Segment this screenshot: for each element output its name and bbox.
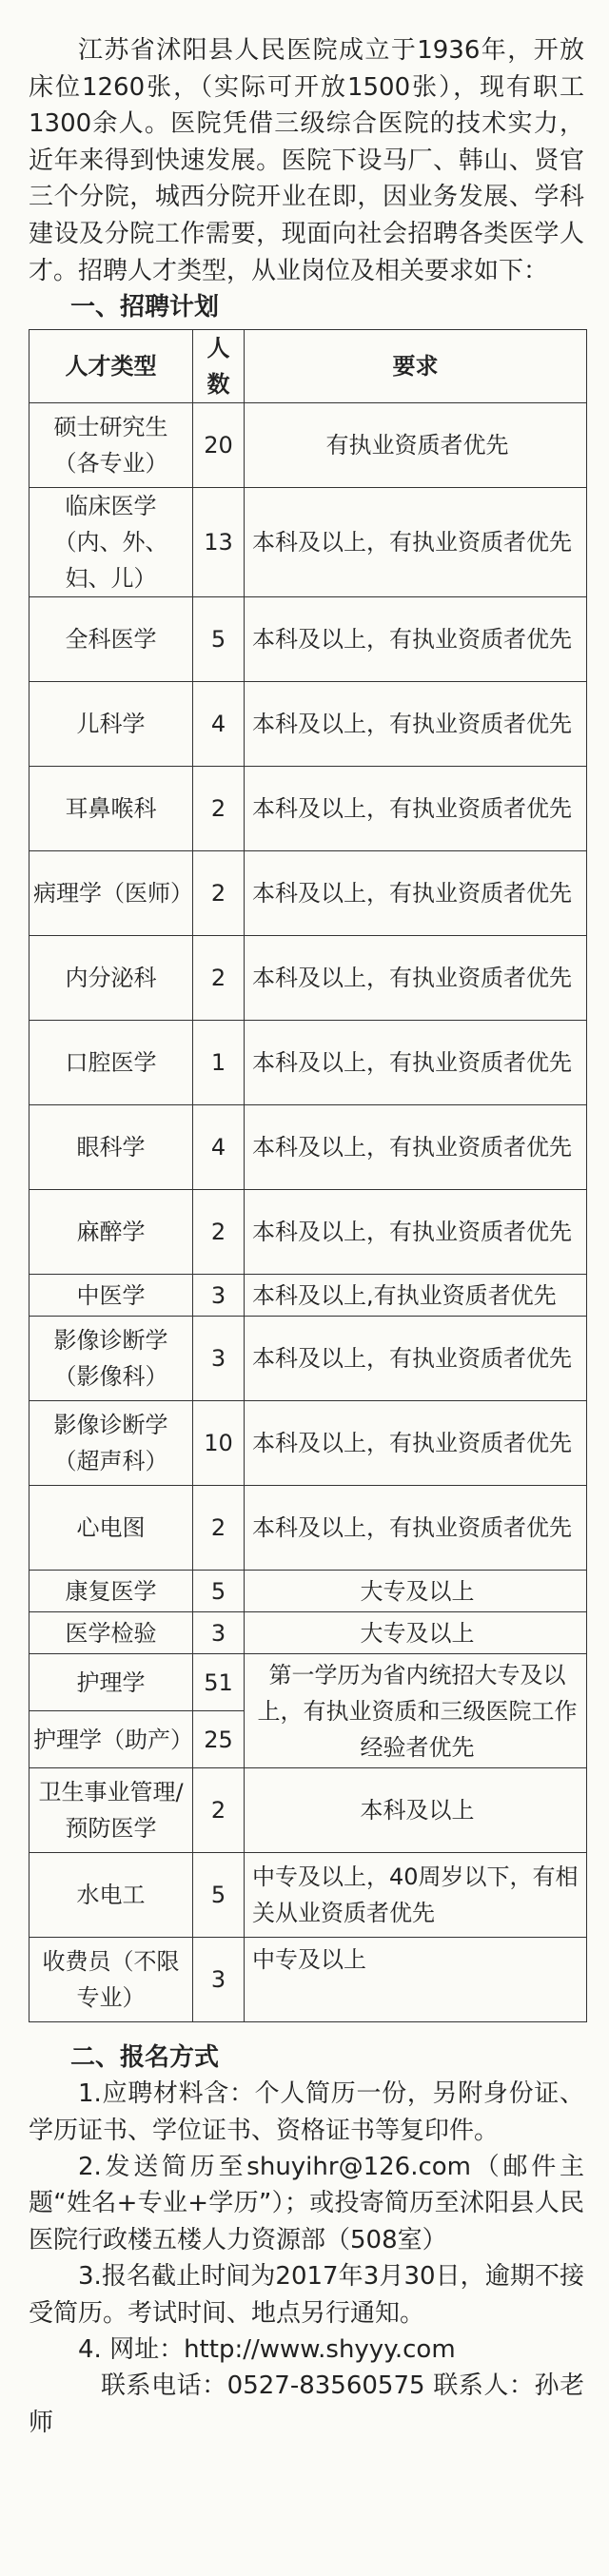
cell-talent-type: 临床医学（内、外、妇、儿）: [29, 488, 193, 597]
cell-talent-type: 病理学（医师）: [29, 851, 193, 936]
cell-requirements: 本科及以上，有执业资质者优先: [245, 1486, 587, 1571]
cell-talent-type: 眼科学: [29, 1105, 193, 1190]
cell-requirements: 本科及以上，有执业资质者优先: [245, 1401, 587, 1486]
cell-count: 2: [193, 1768, 245, 1853]
table-row: [29, 1768, 587, 1853]
cell-talent-type: 卫生事业管理/预防医学: [29, 1768, 193, 1853]
cell-talent-type: 儿科学: [29, 682, 193, 767]
table-row: [29, 1612, 587, 1654]
header-count: 人数: [193, 330, 245, 403]
signup-item-website[interactable]: 4. 网址：http://www.shyyy.com: [78, 2335, 456, 2364]
cell-requirements: 本科及以上，有执业资质者优先: [245, 488, 587, 597]
cell-talent-type: 护理学: [29, 1654, 193, 1711]
table-row: [29, 767, 587, 851]
table-row: [29, 851, 587, 936]
table-row: [29, 1571, 587, 1612]
cell-talent-type: 护理学（助产）: [29, 1711, 193, 1768]
intro-paragraph: 江苏省沭阳县人民医院成立于1936年，开放床位1260张，（实际可开放1500张），现有职工1300余人。医院凭借三级综合医院的技术实力，近年来得到快速发展。医院下设马厂、韩山、贤官三个分院，城西分院开业在即，因业务发展、学科建设及分院工作需要，现面向社会招聘各类医学人才。招聘人才类型，从业岗位及相关要求如下：: [29, 36, 584, 285]
table-row: [29, 488, 587, 597]
table-row: [29, 1275, 587, 1317]
cell-talent-type: 影像诊断学（影像科）: [29, 1317, 193, 1401]
table-row: [29, 682, 587, 767]
cell-talent-type: 心电图: [29, 1486, 193, 1571]
signup-section-title: 二、报名方式: [70, 2043, 220, 2073]
cell-talent-type: 全科医学: [29, 597, 193, 682]
cell-count: 2: [193, 1486, 245, 1571]
cell-talent-type: 麻醉学: [29, 1190, 193, 1275]
table-row: [29, 1105, 587, 1190]
cell-talent-type: 中医学: [29, 1275, 193, 1317]
table-row: [29, 1021, 587, 1105]
cell-requirements: 本科及以上,有执业资质者优先: [245, 1275, 587, 1317]
cell-requirements: 本科及以上，有执业资质者优先: [245, 936, 587, 1021]
cell-count: 4: [193, 1105, 245, 1190]
cell-count: 5: [193, 1571, 245, 1612]
cell-count: 2: [193, 767, 245, 851]
cell-requirements: 中专及以上，40周岁以下，有相关从业资质者优先: [245, 1853, 587, 1938]
cell-requirements: 本科及以上，有执业资质者优先: [245, 1190, 587, 1275]
signup-item-materials: 1.应聘材料含：个人简历一份，另附身份证、学历证书、学位证书、资格证书等复印件。: [29, 2079, 584, 2145]
table-row: [29, 1654, 587, 1711]
cell-count: 2: [193, 851, 245, 936]
cell-talent-type: 医学检验: [29, 1612, 193, 1654]
table-row: [29, 1938, 587, 2022]
table-row: [29, 1190, 587, 1275]
cell-requirements: 本科及以上，有执业资质者优先: [245, 1021, 587, 1105]
signup-section: [29, 2039, 584, 2441]
cell-count: 51: [193, 1654, 245, 1711]
table-row: [29, 597, 587, 682]
cell-requirements: 本科及以上，有执业资质者优先: [245, 851, 587, 936]
cell-count: 20: [193, 403, 245, 488]
cell-count: 3: [193, 1317, 245, 1401]
signup-item-submit: 2.发送简历至shuyihr@126.com（邮件主题“姓名+专业+学历”）；或投寄简历至沭阳县人民医院行政楼五楼人力资源部（508室）: [29, 2152, 584, 2254]
cell-requirements: 本科及以上: [245, 1768, 587, 1853]
cell-talent-type: 硕士研究生（各专业）: [29, 403, 193, 488]
table-row: [29, 1486, 587, 1571]
cell-requirements: 本科及以上，有执业资质者优先: [245, 597, 587, 682]
cell-count: 2: [193, 936, 245, 1021]
table-header-row: [29, 330, 587, 403]
cell-count: 13: [193, 488, 245, 597]
cell-talent-type: 影像诊断学（超声科）: [29, 1401, 193, 1486]
cell-talent-type: 口腔医学: [29, 1021, 193, 1105]
cell-count: 4: [193, 682, 245, 767]
cell-count: 5: [193, 1853, 245, 1938]
cell-talent-type: 耳鼻喉科: [29, 767, 193, 851]
cell-requirements: 有执业资质者优先: [245, 403, 587, 488]
header-talent-type: 人才类型: [29, 330, 193, 403]
cell-talent-type: 水电工: [29, 1853, 193, 1938]
cell-requirements: 大专及以上: [245, 1612, 587, 1654]
signup-item-deadline: 3.报名截止时间为2017年3月30日，逾期不接受简历。考试时间、地点另行通知。: [29, 2262, 584, 2328]
cell-count: 3: [193, 1612, 245, 1654]
plan-section-title: 一、招聘计划: [70, 293, 220, 322]
cell-count: 3: [193, 1938, 245, 2022]
cell-count: 1: [193, 1021, 245, 1105]
cell-count: 2: [193, 1190, 245, 1275]
cell-count: 25: [193, 1711, 245, 1768]
cell-requirements: 本科及以上，有执业资质者优先: [245, 1317, 587, 1401]
contact-info: 联系电话：0527-83560575 联系人：孙老师: [29, 2371, 584, 2437]
table-row: [29, 936, 587, 1021]
cell-talent-type: 内分泌科: [29, 936, 193, 1021]
cell-requirements: 中专及以上: [245, 1938, 587, 2022]
cell-requirements: 大专及以上: [245, 1571, 587, 1612]
recruitment-plan-table: [29, 329, 587, 2022]
cell-requirements: 本科及以上，有执业资质者优先: [245, 1105, 587, 1190]
cell-requirements: 本科及以上，有执业资质者优先: [245, 682, 587, 767]
table-row: [29, 1401, 587, 1486]
cell-requirements: 第一学历为省内统招大专及以上，有执业资质和三级医院工作经验者优先: [245, 1654, 587, 1768]
cell-requirements: 本科及以上，有执业资质者优先: [245, 767, 587, 851]
header-requirements: 要求: [245, 330, 587, 403]
cell-talent-type: 康复医学: [29, 1571, 193, 1612]
table-row: [29, 403, 587, 488]
table-row: [29, 1853, 587, 1938]
cell-count: 10: [193, 1401, 245, 1486]
table-row: [29, 1317, 587, 1401]
cell-talent-type: 收费员（不限专业）: [29, 1938, 193, 2022]
cell-count: 5: [193, 597, 245, 682]
cell-count: 3: [193, 1275, 245, 1317]
